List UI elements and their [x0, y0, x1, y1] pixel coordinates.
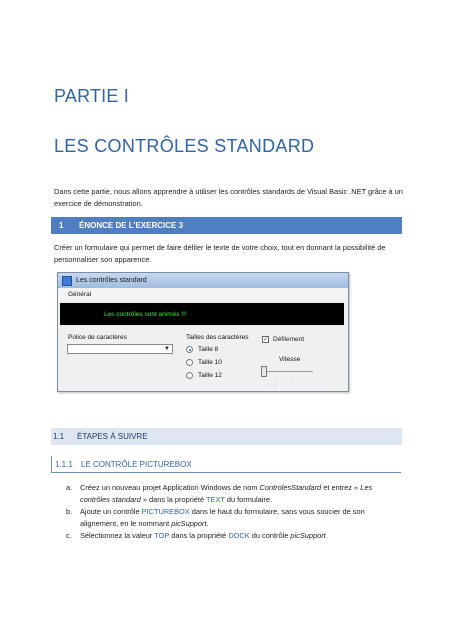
text-run: du formulaire.: [224, 495, 273, 504]
form-screenshot: [57, 272, 349, 392]
italic-run: Les contrôles standard: [80, 483, 373, 504]
subsubsection-number: 1.1.1: [55, 459, 73, 469]
menu-item-general[interactable]: Général: [68, 290, 92, 298]
app-icon: [62, 276, 72, 286]
text-run: Sélectionnez la valeur: [80, 531, 155, 540]
section-title: ÉNONCE DE L’EXERCICE 3: [79, 221, 184, 230]
text-run: » dans la propriété: [140, 495, 207, 504]
subsubsection-title: LE CONTRÔLE PICTUREBOX: [81, 459, 192, 469]
text-run: .: [206, 519, 209, 528]
step-marker: c.: [66, 531, 72, 540]
checkmark-icon[interactable]: ✓: [263, 337, 269, 343]
italic-run: picSupport: [290, 531, 326, 540]
step-marker: a.: [66, 483, 73, 492]
steps-list: [66, 482, 402, 542]
picture-banner: [60, 303, 344, 325]
window-title: Les contrôles standard: [76, 277, 147, 284]
radio-size-12[interactable]: [186, 372, 222, 379]
window-titlebar: [58, 273, 348, 288]
size-label: Tailles des caractères: [186, 334, 249, 341]
scroll-checkbox[interactable]: [262, 336, 304, 343]
step-b: [66, 506, 402, 530]
text-run: dans la propriété: [169, 531, 229, 540]
step-text: [80, 482, 402, 506]
font-combobox[interactable]: [67, 344, 173, 354]
intro-paragraph: Dans cette partie, nous allons apprendre à utiliser les contrôles standards de Visual Basic .NET grâce à un exercice de démonstration.: [54, 187, 403, 208]
dropdown-arrow-icon[interactable]: ▼: [164, 346, 170, 352]
step-text: [80, 506, 402, 530]
keyword-run: DOCK: [228, 531, 250, 540]
radio-selected-icon[interactable]: [186, 346, 193, 353]
radio-size-10[interactable]: [186, 359, 222, 366]
text-run: Ajoute un contrôle: [80, 507, 142, 516]
scroll-label: Défilement: [273, 336, 305, 343]
text-run: et entrez «: [321, 483, 361, 492]
italic-run: ControlesStandard: [259, 483, 322, 492]
subsection-heading: [51, 428, 402, 445]
subsubsection-heading: [51, 456, 401, 473]
step-marker: b.: [66, 507, 73, 516]
radio-label: Taille 8: [198, 346, 219, 353]
radio-label: Taille 10: [198, 359, 222, 366]
radio-icon[interactable]: [186, 372, 193, 379]
italic-run: picSupport: [171, 519, 207, 528]
radio-icon[interactable]: [186, 359, 193, 366]
banner-text: Les contrôles sont animés !!!: [104, 310, 187, 318]
slider-ticks: · · · · · · ·: [264, 378, 307, 389]
step-a: [66, 482, 402, 506]
keyword-run: PICTUREBOX: [141, 507, 190, 516]
exercise-paragraph: Créer un formulaire qui permet de faire défiler le texte de votre choix, tout en donnant la possibilité de personnaliser son apparence.: [54, 243, 386, 264]
subsection-number: 1.1: [53, 432, 65, 441]
radio-label: Taille 12: [198, 372, 222, 379]
keyword-run: TOP: [154, 531, 170, 540]
step-c: [66, 530, 402, 542]
keyword-run: TEXT: [206, 495, 225, 504]
menu-bar: [58, 288, 348, 300]
speed-label: Vitesse: [279, 356, 301, 363]
font-label: Police de caractères: [68, 334, 127, 341]
text-run: Créez un nouveau projet Application Windows de nom: [80, 483, 260, 492]
section-number: 1: [59, 221, 64, 230]
part-title: PARTIE I: [54, 86, 129, 106]
section-heading: [51, 217, 402, 234]
text-run: du contrôle: [249, 531, 291, 540]
radio-size-8[interactable]: [186, 346, 218, 353]
speed-slider-thumb[interactable]: [261, 366, 267, 377]
chapter-title: LES CONTRÔLES STANDARD: [54, 136, 315, 156]
step-text: [80, 530, 402, 542]
subsection-title: ÉTAPES À SUIVRE: [77, 432, 148, 441]
text-run: dans le haut du formulaire, sans vous soucier de son alignement, en le nommant: [80, 507, 365, 528]
speed-slider-track[interactable]: [265, 371, 313, 372]
